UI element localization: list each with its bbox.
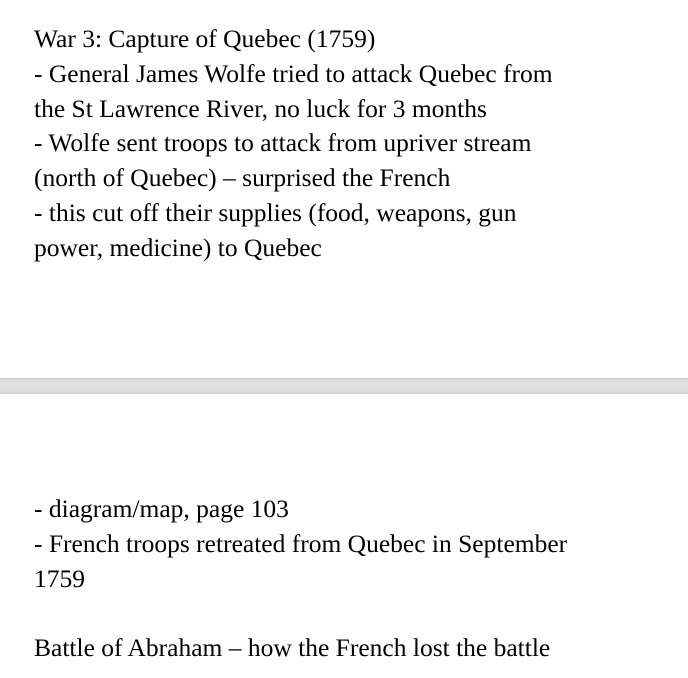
text-line: 1759 (34, 563, 85, 593)
section-title: War 3: Capture of Quebec (1759) (34, 24, 376, 53)
document-page-2 (0, 394, 688, 678)
text-line: - diagram/map, page 103 (34, 494, 289, 523)
page-break-separator (0, 378, 688, 394)
notes-paragraph-quebec (34, 22, 684, 266)
heading-line: Battle of Abraham – how the French lost the battle (34, 633, 551, 662)
text-line: - this cut off their supplies (food, weapons, gun (34, 197, 517, 227)
text-line: - French troops retreated from Quebec in September (34, 528, 568, 558)
text-line: power, medicine) to Quebec (34, 232, 322, 262)
text-line: (north of Quebec) – surprised the French (34, 163, 451, 193)
text-line: - Wolfe sent troops to attack from upriver stream (34, 128, 532, 158)
notes-paragraph-retreat (34, 492, 684, 596)
text-line: the St Lawrence River, no luck for 3 months (34, 93, 487, 123)
text-line: - General James Wolfe tried to attack Quebec from (34, 58, 553, 88)
section-heading-battle (34, 631, 684, 666)
